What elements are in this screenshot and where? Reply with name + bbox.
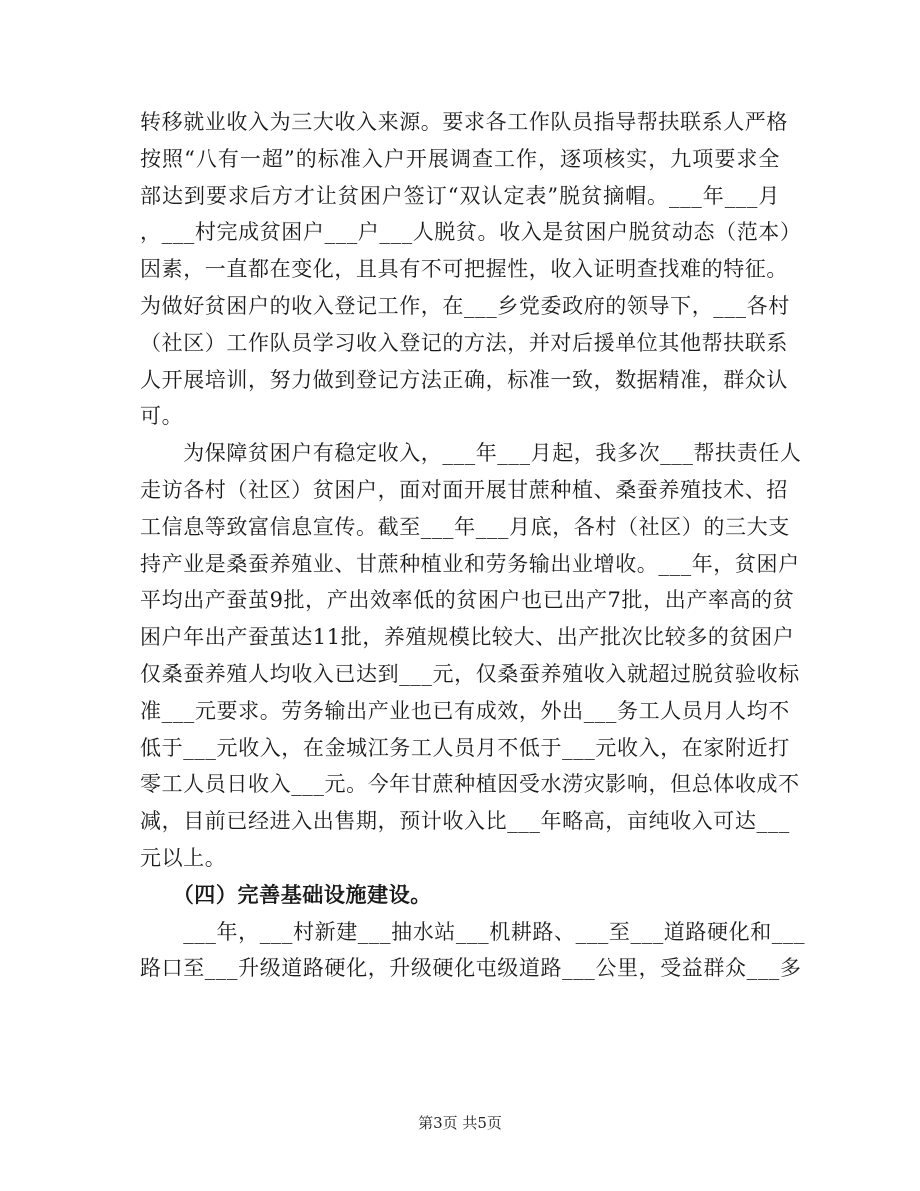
text-line: ___年，___村新建___抽水站___机耕路、___至___道路硬化和___	[140, 919, 806, 944]
text-line: 工信息等致富信息宣传。截至___年___月底，各村（社区）的三大支	[140, 514, 790, 539]
text-line: 仅桑蚕养殖人均收入已达到___元，仅桑蚕养殖收入就超过脱贫验收标	[140, 661, 800, 686]
text-line: 为做好贫困户的收入登记工作，在___乡党委政府的领导下，___各村	[140, 293, 790, 318]
text-line: 困户年出产蚕茧达11批，养殖规模比较大、出产批次比较多的贫困户	[140, 625, 795, 650]
text-line: 零工人员日收入___元。今年甘蔗种植因受水涝灾影响，但总体收成不	[140, 772, 800, 797]
text-line: 路口至___升级道路硬化，升级硬化屯级道路___公里，受益群众___多	[140, 956, 802, 981]
text-line: 部达到要求后方才让贫困户签订“双认定表”脱贫摘帽。___年___月	[140, 183, 780, 208]
text-line: 低于___元收入，在金城江务工人员月不低于___元收入，在家附近打	[140, 735, 790, 760]
text-line: 为保障贫困户有稳定收入，___年___月起，我多次___帮扶责任人	[140, 441, 802, 466]
text-line: 平均出产蚕茧9批，产出效率低的贫困户也已出产7批，出产率高的贫	[140, 588, 795, 613]
text-line: 准___元要求。劳务输出产业也已有成效，外出___务工人员月人均不	[140, 698, 790, 723]
text-line: ，___村完成贫困户___户___人脱贫。收入是贫困户脱贫动态（范本）	[140, 220, 802, 245]
document-body	[140, 104, 806, 987]
text-line: 按照“八有一超”的标准入户开展调查工作，逐项核实，九项要求全	[140, 146, 780, 171]
text-line: 因素，一直都在变化，且具有不可把握性，收入证明查找难的特征。	[140, 257, 788, 282]
text-line: （社区）工作队员学习收入登记的方法，并对后援单位其他帮扶联系	[140, 330, 788, 355]
text-line: 减，目前已经进入出售期，预计收入比___年略高，亩纯收入可达___	[140, 809, 790, 834]
section-heading: （四）完善基础设施建设。	[140, 881, 432, 907]
text-line: 可。	[140, 404, 184, 429]
text-line: 转移就业收入为三大收入来源。要求各工作队员指导帮扶联系人严格	[140, 110, 788, 134]
text-line: 人开展培训，努力做到登记方法正确，标准一致，数据精准，群众认	[140, 367, 788, 392]
text-line: 走访各村（社区）贫困户，面对面开展甘蔗种植、桑蚕养殖技术、招	[140, 477, 788, 502]
page-footer: 第3页 共5页	[418, 1114, 502, 1132]
text-line: 元以上。	[140, 845, 227, 870]
text-line: 持产业是桑蚕养殖业、甘蔗种植业和劳务输出业增收。___年，贫困户	[140, 551, 800, 576]
